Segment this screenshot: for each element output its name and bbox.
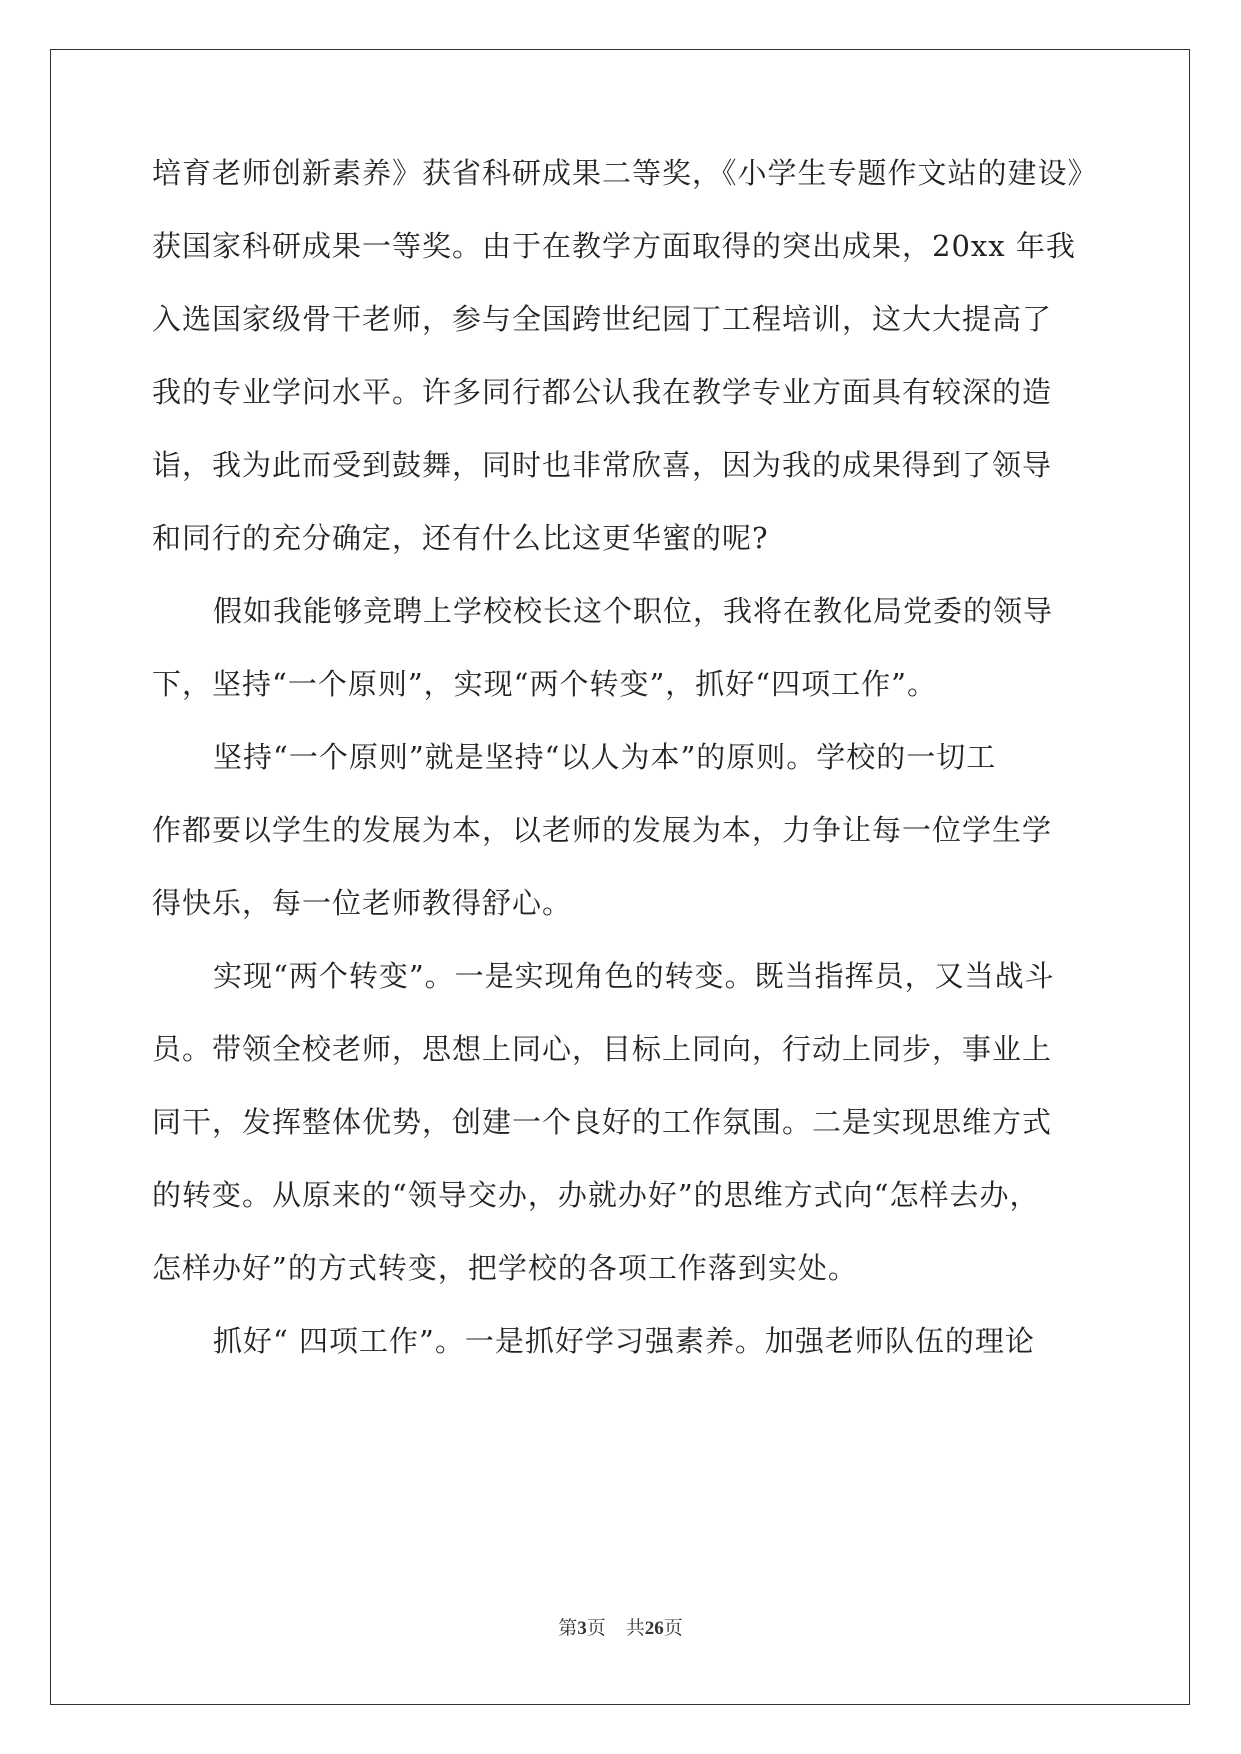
footer-prefix: 第 — [558, 1618, 578, 1639]
text-line: 诣，我为此而受到鼓舞，同时也非常欣喜，因为我的成果得到了领导 — [152, 448, 1053, 482]
text-line: 入选国家级骨干老师，参与全国跨世纪园丁工程培训，这大大提高了 — [152, 302, 1053, 336]
text-line: 员。带领全校老师，思想上同心，目标上同向，行动上同步，事业上 — [152, 1032, 1053, 1066]
text-line: 作都要以学生的发展为本，以老师的发展为本，力争让每一位学生学 — [152, 813, 1053, 847]
paragraph-start-line: 抓好“ 四项工作”。一是抓好学习强素养。加强老师队伍的理论 — [213, 1324, 1035, 1358]
paragraph-start-line: 实现“两个转变”。一是实现角色的转变。既当指挥员，又当战斗 — [213, 959, 1055, 993]
footer-total-prefix: 共 — [625, 1618, 645, 1639]
paragraph-start-line: 坚持“一个原则”就是坚持“以人为本”的原则。学校的一切工 — [213, 740, 997, 774]
text-line: 我的专业学问水平。许多同行都公认我在教学专业方面具有较深的造 — [152, 375, 1053, 409]
total-pages-number: 26 — [644, 1618, 664, 1639]
text-line: 下，坚持“一个原则”，实现“两个转变”，抓好“四项工作”。 — [152, 667, 937, 701]
current-page-number: 3 — [577, 1618, 587, 1639]
footer-page-word: 页 — [586, 1618, 606, 1639]
text-line: 的转变。从原来的“领导交办，办就办好”的思维方式向“怎样去办， — [152, 1178, 1040, 1212]
page-border — [50, 49, 1190, 1705]
text-line: 获国家科研成果一等奖。由于在教学方面取得的突出成果，20xx 年我 — [152, 229, 1076, 263]
text-line: 培育老师创新素养》获省科研成果二等奖，《小学生专题作文站的建设》 — [152, 156, 1098, 190]
paragraph-start-line: 假如我能够竞聘上学校校长这个职位，我将在教化局党委的领导 — [213, 594, 1054, 628]
text-line: 怎样办好”的方式转变，把学校的各项工作落到实处。 — [152, 1251, 858, 1285]
text-line: 得快乐，每一位老师教得舒心。 — [152, 886, 573, 920]
text-line: 同干，发挥整体优势，创建一个良好的工作氛围。二是实现思维方式 — [152, 1105, 1053, 1139]
text-line: 和同行的充分确定，还有什么比这更华蜜的呢? — [152, 521, 769, 555]
footer-total-suffix: 页 — [663, 1618, 683, 1639]
page-footer — [0, 1617, 1241, 1641]
